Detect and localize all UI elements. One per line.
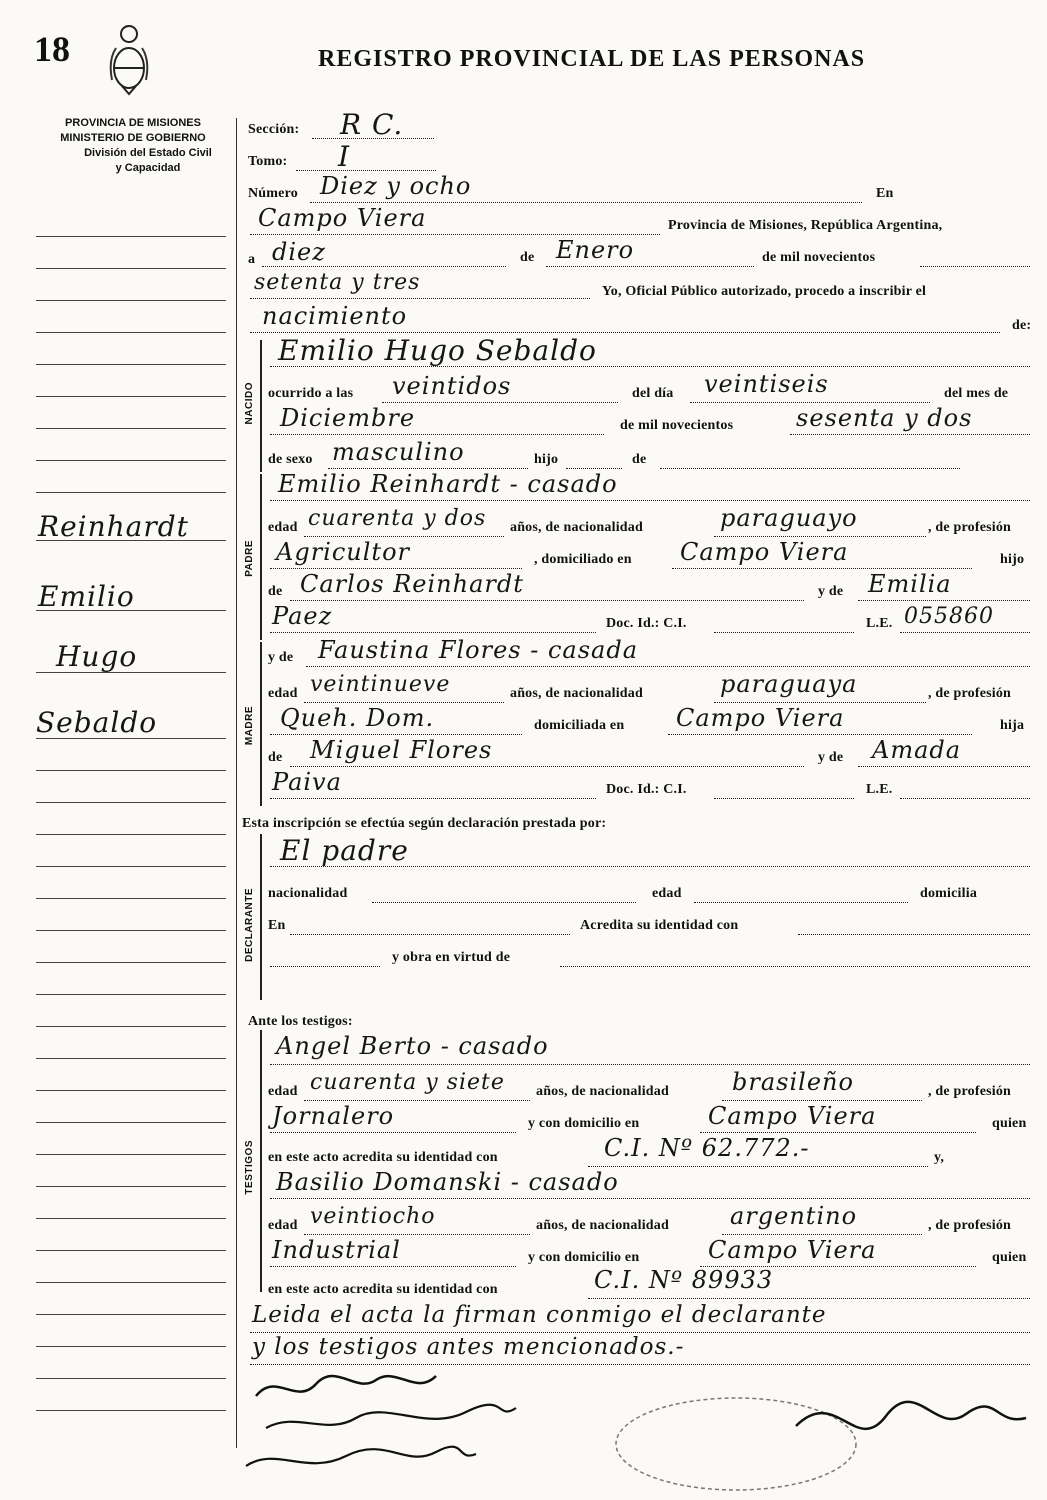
value-madre-edad: veintinueve <box>310 672 451 697</box>
value-t1-prof: Jornalero <box>272 1102 395 1130</box>
label-de-hijo: de <box>632 452 647 467</box>
label-mil-nov: de mil novecientos <box>762 250 876 265</box>
value-dia-nac: veintiseis <box>704 370 829 398</box>
label-t2-dom: y con domicilio en <box>528 1250 640 1265</box>
label-decl-en: En <box>268 918 286 933</box>
value-t2-dom: Campo Viera <box>708 1236 877 1264</box>
value-madre-madre: Amada <box>872 736 962 764</box>
value-padre-madre-ap: Paez <box>272 602 333 630</box>
value-t2-edad: veintiocho <box>310 1204 436 1229</box>
value-t1-nac: brasileño <box>732 1068 854 1096</box>
label-de-mes: de <box>520 250 535 265</box>
closing-line-1: Leida el acta la firman conmigo el declarante <box>252 1302 827 1328</box>
signature-official <box>796 1402 1026 1429</box>
label-decl-acredita: Acredita su identidad con <box>580 918 739 933</box>
label-de-sexo: de sexo <box>268 452 313 467</box>
label-madre-edad: edad <box>268 686 298 701</box>
section-declarante: DECLARANTE <box>244 888 255 962</box>
margin-note-third: Sebaldo <box>36 706 158 739</box>
value-mes: Enero <box>556 236 635 264</box>
label-t1-quien: quien <box>992 1116 1027 1131</box>
value-padre-nac: paraguayo <box>720 504 858 532</box>
issuer-block <box>38 116 228 176</box>
label-padre-de: de <box>268 584 283 599</box>
section-testigos: TESTIGOS <box>244 1140 255 1195</box>
value-t1-ci: C.I. Nº 62.772.- <box>604 1134 810 1162</box>
label-madre-prof: , de profesión <box>928 686 1012 701</box>
argentine-coat-of-arms-icon <box>106 20 152 106</box>
left-border <box>236 118 237 1448</box>
label-de-colon: de: <box>1012 318 1032 333</box>
capacity-name: y Capacidad <box>115 162 181 174</box>
label-padre-dom: , domiciliado en <box>534 552 632 567</box>
value-declarante: El padre <box>280 834 409 867</box>
label-t2-edad: edad <box>268 1218 298 1233</box>
value-padre-edad: cuarenta y dos <box>308 506 487 531</box>
label-padre-doc: Doc. Id.: C.I. <box>606 616 687 631</box>
value-padre-dom: Campo Viera <box>680 538 849 566</box>
label-numero: Número <box>248 186 298 201</box>
value-padre-le: 055860 <box>904 604 994 629</box>
value-padre-padre: Carlos Reinhardt <box>300 570 524 598</box>
label-del-dia: del día <box>632 386 674 401</box>
label-madre-yde: y de <box>268 650 294 665</box>
label-padre-prof: , de profesión <box>928 520 1012 535</box>
value-padre-nombre: Emilio Reinhardt - casado <box>278 470 618 498</box>
label-del-mes: del mes de <box>944 386 1009 401</box>
value-madre-dom: Campo Viera <box>676 704 845 732</box>
label-padre-anos: años, de nacionalidad <box>510 520 643 535</box>
value-padre-madre: Emilia <box>868 570 952 598</box>
label-decl-domicilia: domicilia <box>920 886 978 901</box>
label-decl-edad: edad <box>652 886 682 901</box>
value-madre-padre: Miguel Flores <box>310 736 493 764</box>
value-tomo: I <box>338 140 351 173</box>
value-nacido-nombre: Emilio Hugo Sebaldo <box>278 334 597 367</box>
label-t1-anos: años, de nacionalidad <box>536 1084 669 1099</box>
label-inscripcion: Esta inscripción se efectúa según declaración prestada por: <box>242 816 607 831</box>
value-lugar: Campo Viera <box>258 204 427 232</box>
label-padre-yde: y de <box>818 584 844 599</box>
label-madre-doc: Doc. Id.: C.I. <box>606 782 687 797</box>
value-t1-nombre: Angel Berto - casado <box>276 1032 549 1060</box>
label-seccion: Sección: <box>248 122 300 137</box>
label-decl-obra: y obra en virtud de <box>392 950 511 965</box>
province-name: PROVINCIA DE MISIONES <box>65 117 201 129</box>
value-anio-nac: sesenta y dos <box>796 404 973 432</box>
label-t2-anos: años, de nacionalidad <box>536 1218 669 1233</box>
value-t2-ci: C.I. Nº 89933 <box>594 1266 774 1294</box>
label-en: En <box>876 186 894 201</box>
signature-witness-2 <box>246 1447 476 1466</box>
label-madre-anos: años, de nacionalidad <box>510 686 643 701</box>
label-provincia: Provincia de Misiones, República Argentina, <box>668 218 943 233</box>
signatures <box>236 1366 1036 1496</box>
value-t1-dom: Campo Viera <box>708 1102 877 1130</box>
value-anio: setenta y tres <box>254 270 421 295</box>
label-oficial: Yo, Oficial Público autorizado, procedo a inscribir el <box>602 284 927 299</box>
label-madre-le: L.E. <box>866 782 893 797</box>
value-hora: veintidos <box>392 372 512 400</box>
label-ante: Ante los testigos: <box>248 1014 353 1029</box>
label-tomo: Tomo: <box>248 154 288 169</box>
value-madre-prof: Queh. Dom. <box>280 704 435 732</box>
official-stamp <box>616 1398 856 1490</box>
label-padre-edad: edad <box>268 520 298 535</box>
label-madre-yde2: y de <box>818 750 844 765</box>
value-madre-nombre: Faustina Flores - casada <box>318 636 639 664</box>
label-t1-dom: y con domicilio en <box>528 1116 640 1131</box>
value-madre-madre-ap: Paiva <box>272 768 342 796</box>
signature-witness-1 <box>266 1405 516 1428</box>
value-madre-nac: paraguaya <box>720 670 858 698</box>
label-t1-y: y, <box>934 1150 945 1165</box>
registry-title: REGISTRO PROVINCIAL DE LAS PERSONAS <box>318 46 866 72</box>
label-madre-de: de <box>268 750 283 765</box>
value-dia: diez <box>272 238 326 266</box>
section-nacido: NACIDO <box>244 382 255 425</box>
value-t2-nac: argentino <box>730 1202 858 1230</box>
division-name: División del Estado Civil <box>84 147 212 159</box>
margin-note-surname: Reinhardt <box>38 510 189 543</box>
page-number: 18 <box>34 29 70 69</box>
label-t2-quien: quien <box>992 1250 1027 1265</box>
value-t1-edad: cuarenta y siete <box>310 1070 505 1095</box>
label-a: a <box>248 252 256 267</box>
label-t2-acredita: en este acto acredita su identidad con <box>268 1282 498 1297</box>
label-decl-nac: nacionalidad <box>268 886 348 901</box>
label-padre-le: L.E. <box>866 616 893 631</box>
label-hijo: hijo <box>534 452 559 467</box>
margin-note-second: Hugo <box>56 640 138 673</box>
closing-line-2: y los testigos antes mencionados.- <box>252 1334 685 1360</box>
label-padre-hijo: hijo <box>1000 552 1025 567</box>
label-de-mil-nov: de mil novecientos <box>620 418 734 433</box>
signature-father <box>256 1376 436 1396</box>
value-sexo: masculino <box>332 438 465 466</box>
value-seccion: R C. <box>340 108 404 141</box>
label-t2-prof: , de profesión <box>928 1218 1012 1233</box>
value-padre-prof: Agricultor <box>276 538 410 566</box>
label-madre-dom: domiciliada en <box>534 718 625 733</box>
value-acto: nacimiento <box>262 302 408 330</box>
section-madre: MADRE <box>244 706 255 746</box>
value-t2-prof: Industrial <box>272 1236 401 1264</box>
label-ocurrido: ocurrido a las <box>268 386 354 401</box>
label-t1-acredita: en este acto acredita su identidad con <box>268 1150 498 1165</box>
label-t1-prof: , de profesión <box>928 1084 1012 1099</box>
ministry-name: MINISTERIO DE GOBIERNO <box>60 132 206 144</box>
label-t1-edad: edad <box>268 1084 298 1099</box>
margin-note-first: Emilio <box>38 580 135 613</box>
label-madre-hija: hija <box>1000 718 1025 733</box>
value-mes-nac: Diciembre <box>280 404 416 432</box>
section-padre: PADRE <box>244 540 255 577</box>
value-t2-nombre: Basilio Domanski - casado <box>276 1168 619 1196</box>
value-numero: Diez y ocho <box>320 172 472 200</box>
